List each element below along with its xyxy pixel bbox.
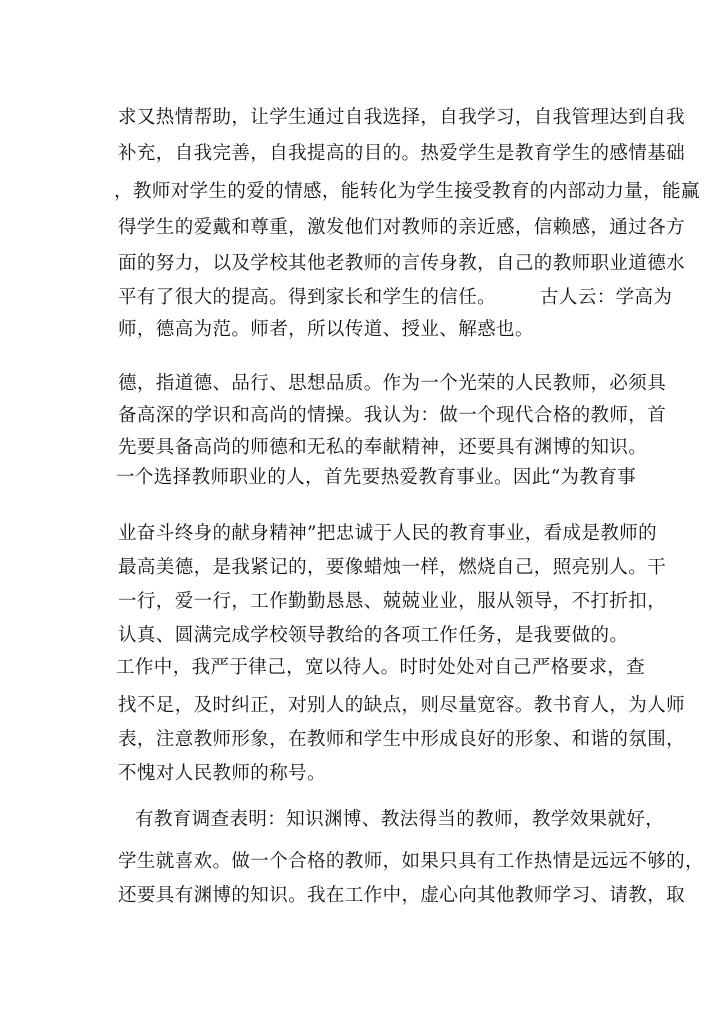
text-line: 最高美德，是我紧记的，要像蜡烛一样，燃烧自己，照亮别人。干	[118, 557, 667, 578]
text-line: 不愧对人民教师的称号。	[118, 763, 326, 784]
text-line: 学生就喜欢。做一个合格的教师，如果只具有工作热情是远远不够的，	[118, 851, 704, 872]
text-line: 业奋斗终身的献身精神”把忠诚于人民的教育事业，看成是教师的	[118, 523, 658, 544]
text-line: 一个选择教师职业的人，首先要热爱教育事业。因此“为教育事	[116, 467, 637, 488]
text-line: 得学生的爱戴和尊重，激发他们对教师的亲近感，信赖感，通过各方	[118, 217, 686, 238]
text-line: 德，指道德、品行、思想品质。作为一个光荣的人民教师，必须具	[118, 373, 667, 394]
text-line: 一行，爱一行，工作勤勤恳恳、兢兢业业，服从领导，不打折扣，	[118, 591, 667, 612]
text-segment: 平有了很大的提高。得到家长和学生的信任。	[118, 287, 497, 308]
text-line: 找不足，及时纠正，对别人的缺点，则尽量宽容。教书育人，为人师	[118, 695, 686, 716]
text-segment: 古人云：学高为	[540, 287, 673, 308]
text-line: 表，注意教师形象，在教师和学生中形成良好的形象、和谐的氛围，	[118, 729, 686, 750]
text-line: 认真、圆满完成学校领导教给的各项工作任务，是我要做的。	[118, 625, 629, 646]
text-line: 求又热情帮助，让学生通过自我选择，自我学习，自我管理达到自我	[118, 107, 686, 128]
text-line-with-quote	[118, 286, 672, 310]
text-line: 备高深的学识和高尚的情操。我认为：做一个现代合格的教师，首	[118, 405, 667, 426]
text-line: ，教师对学生的爱的情感，能转化为学生接受教育的内部动力量，能赢	[114, 181, 700, 202]
text-line: 先要具备高尚的师德和无私的奉献精神，还要具有渊博的知识。	[118, 437, 648, 458]
text-line: 有教育调查表明：知识渊博、教法得当的教师，教学效果就好，	[135, 809, 665, 830]
text-line: 补充，自我完善，自我提高的目的。热爱学生是教育学生的感情基础	[118, 143, 686, 164]
text-line: 面的努力，以及学校其他老教师的言传身教，自己的教师职业道德水	[118, 253, 686, 274]
text-line: 工作中，我严于律己，宽以待人。时时处处对自己严格要求，查	[116, 657, 646, 678]
text-line: 还要具有渊博的知识。我在工作中，虚心向其他教师学习、请教，取	[118, 885, 686, 906]
text-line: 师，德高为范。师者，所以传道、授业、解惑也。	[118, 319, 534, 340]
